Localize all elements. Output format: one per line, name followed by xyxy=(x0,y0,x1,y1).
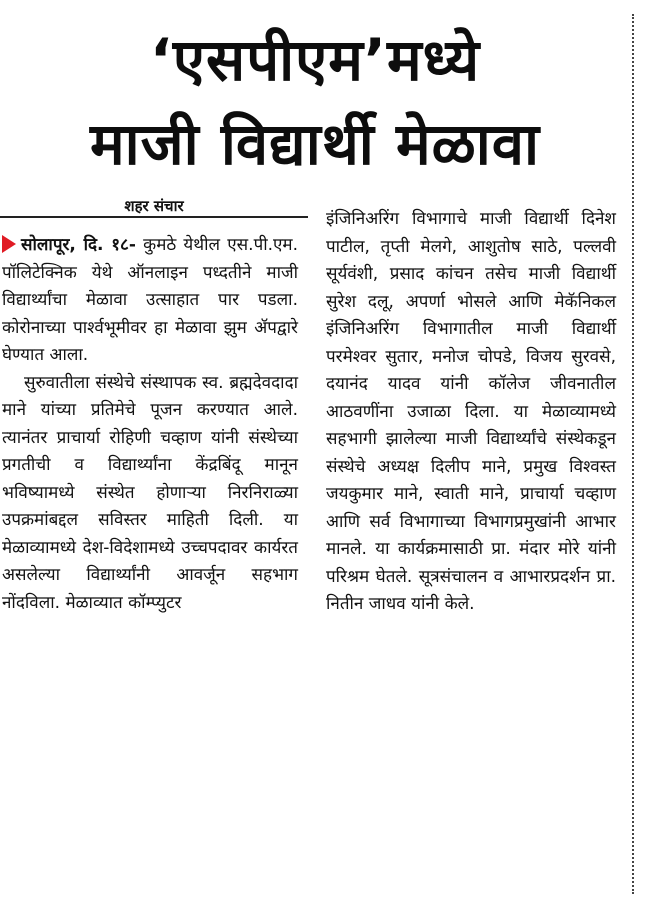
article-paragraph-3: इंजिनिअरिंग विभागाचे माजी विद्यार्थी दिनेश पाटील, तृप्ती मेलगे, आशुतोष साठे, पल्लवी सूर्यवंशी, प्रसाद कांचन तसेच माजी विद्यार्थी सुरेश दलू, अपर्णा भोसले आणि मेकॅनिकल इंजिनिअरिंग विभागातील माजी विद्यार्थी परमेश्वर सुतार, मनोज चोपडे, विजय सुरवसे, दयानंद यादव यांनी कॉलेज जीवनातील आठवणींना उजाळा दिला. या मेळाव्यामध्ये सहभागी झालेल्या माजी विद्यार्थ्यांचे संस्थेकडून संस्थेचे अध्यक्ष दिलीप माने, प्रमुख विश्वस्त जयकुमार माने, स्वाती माने, प्राचार्या चव्हाण आणि सर्व विभागाच्या विभागप्रमुखांनी आभार मानले. या कार्यक्रमासाठी प्रा. मंदार मोरे यांनी परिश्रम घेतले. सूत्रसंचालन व आभारप्रदर्शन प्रा. नितीन जाधव यांनी केले. xyxy=(326,209,616,614)
headline-line-2: माजी विद्यार्थी मेळावा xyxy=(89,110,541,178)
article-paragraph-1 xyxy=(2,232,298,370)
article-column-right xyxy=(326,206,616,619)
red-triangle-icon xyxy=(2,235,16,253)
column-divider xyxy=(632,14,634,894)
dateline: सोलापूर, दि. १८- xyxy=(21,235,136,255)
headline-line-1: ‘एसपीएम’मध्ये xyxy=(149,26,481,94)
headline xyxy=(0,18,630,186)
byline: शहर संचार xyxy=(0,198,308,218)
article-column-left xyxy=(2,232,298,617)
article-paragraph-2: सुरुवातीला संस्थेचे संस्थापक स्व. ब्रह्मदेवदादा माने यांच्या प्रतिमेचे पूजन करण्यात आले. त्यानंतर प्राचार्या रोहिणी चव्हाण यांनी संस्थेच्या प्रगतीची व विद्यार्थ्यांना केंद्रबिंदू मानून भविष्यामध्ये संस्थेत होणाऱ्या निरनिराळ्या उपक्रमांबद्दल सविस्तर माहिती दिली. या मेळाव्यामध्ये देश-विदेशामध्ये उच्चपदावर कार्यरत असलेल्या विद्यार्थ्यांनी आवर्जून सहभाग नोंदविला. मेळाव्यात कॉम्प्युटर xyxy=(2,372,298,613)
paragraph-1-text: कुमठे येथील एस.पी.एम. पॉलिटेक्निक येथे ऑनलाइन पध्दतीने माजी विद्यार्थ्यांचा मेळावा उत्साहात पार पडला. कोरोनाच्या पार्श्वभूमीवर हा मेळावा झुम ॲपद्वारे घेण्यात आला. xyxy=(2,235,299,365)
